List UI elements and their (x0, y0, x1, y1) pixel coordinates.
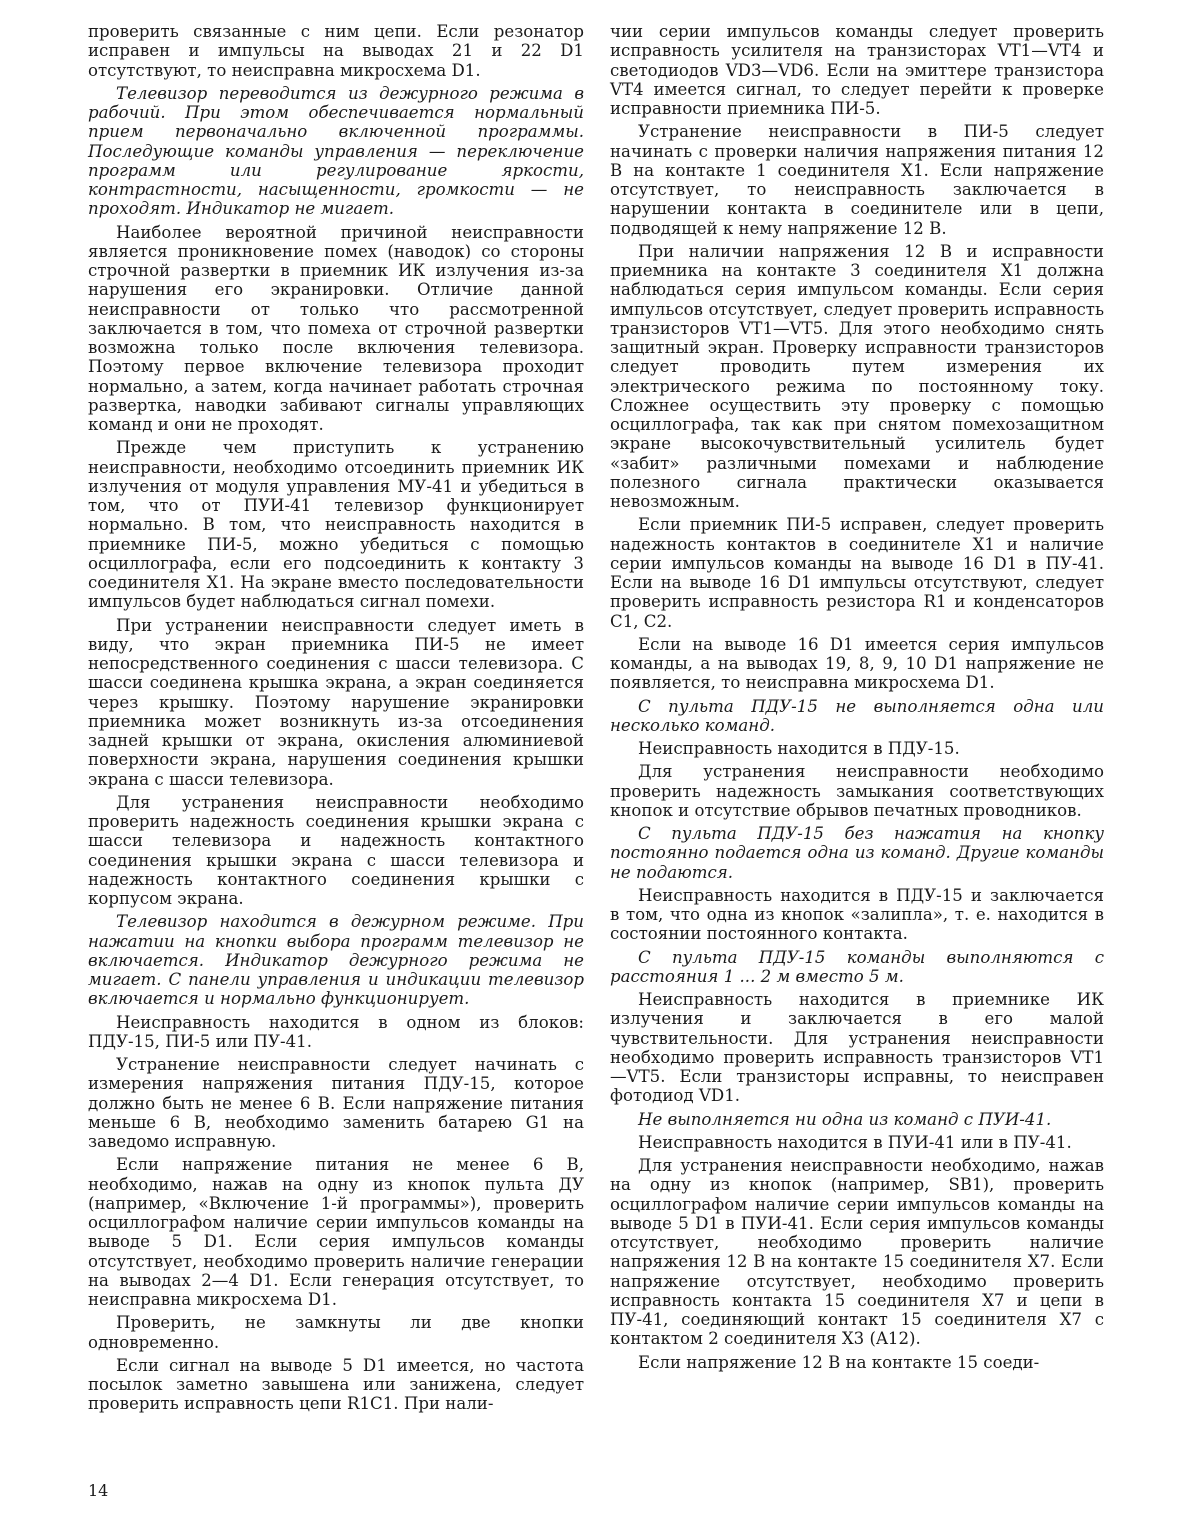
paragraph: Неисправность находится в ПДУ-15 и заключается в том, что одна из кнопок «залипла», т. е. находится в состоянии постоянного контакта. (610, 886, 1104, 944)
paragraph: Наиболее вероятной причиной неисправности является проникновение помех (наводок) со стороны строчной развертки в приемник ИК излучения из-за нарушения его экранировки. Отличие данной неисправности от только что рассмотренной заключается в том, что помеха от строчной развертки возможна только после включения телевизора. Поэтому первое включение телевизора проходит нормально, а затем, когда начинает работать строчная развертка, наводки забивают сигналы управляющих команд и они не проходят. (88, 223, 584, 435)
paragraph: Если приемник ПИ-5 исправен, следует проверить надежность контактов в соединителе X1 и наличие серии импульсов команды на выводе 16 D1 в ПУ-41. Если на выводе 16 D1 импульсы отсутствуют, следует проверить исправность резистора R1 и конденсаторов C1, C2. (610, 515, 1104, 631)
paragraph: чии серии импульсов команды следует проверить исправность усилителя на транзисторах VT1—VT4 и светодиодов VD3—VD6. Если на эмиттере транзистора VT4 имеется сигнал, то следует перейти к проверке исправности приемника ПИ-5. (610, 22, 1104, 118)
paragraph: Неисправность находится в ПУИ-41 или в ПУ-41. (610, 1133, 1104, 1152)
italic-heading: С пульта ПДУ-15 не выполняется одна или несколько команд. (610, 697, 1104, 736)
paragraph: проверить связанные с ним цепи. Если резонатор исправен и импульсы на выводах 21 и 22 D1 отсутствуют, то неисправна микросхема D1. (88, 22, 584, 80)
paragraph: Для устранения неисправности необходимо проверить надежность соединения крышки экрана с шасси телевизора и надежность контактного соединения крышки экрана с шасси телевизора и надежность контактного соединения крышки с корпусом экрана. (88, 793, 584, 909)
paragraph: Неисправность находится в одном из блоков: ПДУ-15, ПИ-5 или ПУ-41. (88, 1013, 584, 1052)
italic-heading: С пульта ПДУ-15 без нажатия на кнопку постоянно подается одна из команд. Другие команды не подаются. (610, 824, 1104, 882)
document-page (0, 0, 1200, 1527)
page-number: 14 (88, 1481, 108, 1500)
italic-heading: Телевизор переводится из дежурного режима в рабочий. При этом обеспечивается нормальный прием первоначально включенной программы. Последующие команды управления — переключение программ или регулирование яркости, контрастности, насыщенности, громкости — не проходят. Индикатор не мигает. (88, 84, 584, 219)
paragraph: Прежде чем приступить к устранению неисправности, необходимо отсоединить приемник ИК излучения от модуля управления МУ-41 и убедиться в том, что от ПУИ-41 телевизор функционирует нормально. В том, что неисправность находится в приемнике ПИ-5, можно убедиться с помощью осциллографа, если его подсоединить к контакту 3 соединителя X1. На экране вместо последовательности импульсов будет наблюдаться сигнал помехи. (88, 438, 584, 611)
italic-heading: Не выполняется ни одна из команд с ПУИ-41. (610, 1110, 1104, 1129)
paragraph: Если напряжение питания не менее 6 В, необходимо, нажав на одну из кнопок пульта ДУ (например, «Включение 1-й программы»), проверить осциллографом наличие серии импульсов команды на выводе 5 D1. Если серия импульсов команды отсутствует, необходимо проверить наличие генерации на выводах 2—4 D1. Если генерация отсутствует, то неисправна микросхема D1. (88, 1155, 584, 1309)
paragraph: Неисправность находится в ПДУ-15. (610, 739, 1104, 758)
right-column (610, 22, 1104, 1376)
italic-heading: Телевизор находится в дежурном режиме. При нажатии на кнопки выбора программ телевизор не включается. Индикатор дежурного режима не мигает. С панели управления и индикации телевизор включается и нормально функционирует. (88, 912, 584, 1008)
paragraph: Неисправность находится в приемнике ИК излучения и заключается в его малой чувствительности. Для устранения неисправности необходимо проверить исправность транзисторов VT1—VT5. Если транзисторы исправны, то неисправен фотодиод VD1. (610, 990, 1104, 1106)
paragraph: При наличии напряжения 12 В и исправности приемника на контакте 3 соединителя X1 должна наблюдаться серия импульсом команды. Если серия импульсов отсутствует, следует проверить исправность транзисторов VT1—VT5. Для этого необходимо снять защитный экран. Проверку исправности транзисторов следует проводить путем измерения их электрического режима по постоянному току. Сложнее осуществить эту проверку с помощью осциллографа, так как при снятом помехозащитном экране высокочувствительный усилитель будет «забит» различными помехами и наблюдение полезного сигнала практически оказывается невозможным. (610, 242, 1104, 512)
paragraph: Если на выводе 16 D1 имеется серия импульсов команды, а на выводах 19, 8, 9, 10 D1 напряжение не появляется, то неисправна микросхема D1. (610, 635, 1104, 693)
paragraph: Если сигнал на выводе 5 D1 имеется, но частота посылок заметно завышена или занижена, следует проверить исправность цепи R1C1. При нали- (88, 1356, 584, 1414)
italic-heading: С пульта ПДУ-15 команды выполняются с расстояния 1 ... 2 м вместо 5 м. (610, 948, 1104, 987)
paragraph: Для устранения неисправности необходимо проверить надежность замыкания соответствующих кнопок и отсутствие обрывов печатных проводников. (610, 762, 1104, 820)
left-column (88, 22, 584, 1418)
paragraph: Для устранения неисправности необходимо, нажав на одну из кнопок (например, SB1), проверить осциллографом наличие серии импульсов команды на выводе 5 D1 в ПУИ-41. Если серия импульсов команды отсутствует, необходимо проверить наличие напряжения 12 В на контакте 15 соединителя X7. Если напряжение отсутствует, необходимо проверить исправность контакта 15 соединителя X7 и цепи в ПУ-41, соединяющий контакт 15 соединителя X7 с контактом 2 соединителя X3 (A12). (610, 1156, 1104, 1349)
paragraph: Устранение неисправности в ПИ-5 следует начинать с проверки наличия напряжения питания 12 В на контакте 1 соединителя X1. Если напряжение отсутствует, то неисправность заключается в нарушении контакта в соединителе или в цепи, подводящей к нему напряжение 12 В. (610, 122, 1104, 238)
paragraph: Устранение неисправности следует начинать с измерения напряжения питания ПДУ-15, которое должно быть не менее 6 В. Если напряжение питания меньше 6 В, необходимо заменить батарею G1 на заведомо исправную. (88, 1055, 584, 1151)
paragraph: Проверить, не замкнуты ли две кнопки одновременно. (88, 1313, 584, 1352)
paragraph: При устранении неисправности следует иметь в виду, что экран приемника ПИ-5 не имеет непосредственного соединения с шасси телевизора. С шасси соединена крышка экрана, а экран соединяется через крышку. Поэтому нарушение экранировки приемника может возникнуть из-за отсоединения задней крышки от экрана, окисления алюминиевой поверхности экрана, нарушения соединения крышки экрана с шасси телевизора. (88, 616, 584, 789)
paragraph: Если напряжение 12 В на контакте 15 соеди- (610, 1353, 1104, 1372)
